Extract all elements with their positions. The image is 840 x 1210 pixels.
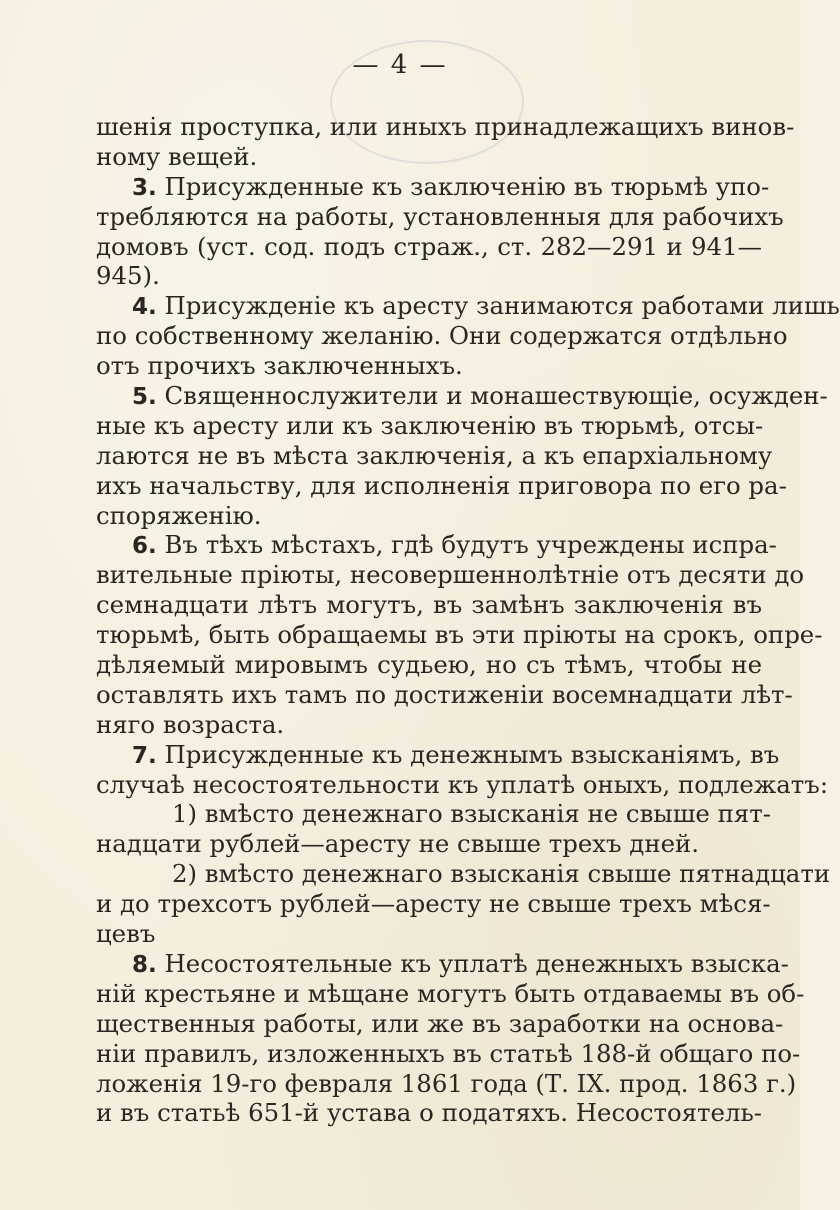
text-line: надцати рублей—аресту не свыше трехъ дней. [96,829,700,859]
article-number: 8. [132,951,157,978]
text-line: и до трехсотъ рублей—аресту не свыше трехъ мѣся- [96,889,771,919]
text-line: дѣляемый мировымъ судьею, но съ тѣмъ, чтобы не [96,650,762,680]
article-7-line: 7. Присужденные къ денежнымъ взысканіямъ, въ [132,739,780,769]
text-line: ихъ начальству, для исполненія приговора по его ра- [96,470,787,500]
text-line: требляются на работы, установленныя для рабочихъ [96,201,784,231]
text-line: случаѣ несостоятельности къ уплатѣ оныхъ, подлежатъ: [96,769,829,799]
article-number: 4. [132,294,157,321]
body-text [96,112,840,1128]
article-number: 5. [132,384,157,411]
text-line: оставлять ихъ тамъ по достиженіи восемнадцати лѣт- [96,679,793,709]
list-item-line: 1) вмѣсто денежнаго взысканія не свыше пят- [172,799,771,829]
text-line: по собственному желанію. Они содержатся отдѣльно [96,321,788,351]
text-line: ные къ аресту или къ заключенію въ тюрьмѣ, отсы- [96,410,764,440]
text-line: семнадцати лѣтъ могутъ, въ замѣнъ заключенія въ [96,590,762,620]
article-5-line: 5. Священнослужители и монашествующіе, осужден- [132,381,828,411]
text-line: споряженію. [96,500,262,530]
article-6-line: 6. Въ тѣхъ мѣстахъ, гдѣ будутъ учреждены испра- [132,530,777,560]
text-line: шенія проступка, или иныхъ принадлежащихъ винов- [96,112,795,141]
article-3-line: 3. Присужденные къ заключенію въ тюрьмѣ упо- [132,171,770,201]
text-line: щественныя работы, или же въ заработки на основа- [96,1008,784,1038]
article-number: 7. [132,742,157,769]
page-number: — 4 — [352,50,448,80]
text-line: ніи правилъ, изложенныхъ въ статьѣ 188-й общаго по- [96,1038,801,1068]
text-line: лаются не въ мѣста заключенія, а къ епархіальному [96,440,773,470]
text-line: ній крестьяне и мѣщане могутъ быть отдаваемы въ об- [96,978,805,1008]
text-line: тюрьмѣ, быть обращаемы въ эти пріюты на срокъ, опре- [96,620,823,650]
article-number: 3. [132,174,157,201]
text-line: вительные пріюты, несовершеннолѣтніе отъ десяти до [96,560,805,590]
text-line: домовъ (уст. сод. подъ страж., ст. 282—291 и 941— [96,231,762,261]
article-8-line: 8. Несостоятельные къ уплатѣ денежныхъ взыска- [132,948,789,978]
text-line: 945). [96,261,160,291]
text-line: цевъ [96,919,156,949]
text-line: ному вещей. [96,141,258,171]
text-line: отъ прочихъ заключенныхъ. [96,351,463,381]
text-line: и въ статьѣ 651-й устава о податяхъ. Несостоятель- [96,1098,762,1128]
text-line: няго возраста. [96,709,285,739]
article-number: 6. [132,533,157,560]
text-line: ложенія 19-го февраля 1861 года (Т. IX. прод. 1863 г.) [96,1068,797,1098]
list-item-line: 2) вмѣсто денежнаго взысканія свыше пятнадцати [172,859,831,889]
article-4-line: 4. Присужденіе къ аресту занимаются работами лишь [132,291,840,321]
